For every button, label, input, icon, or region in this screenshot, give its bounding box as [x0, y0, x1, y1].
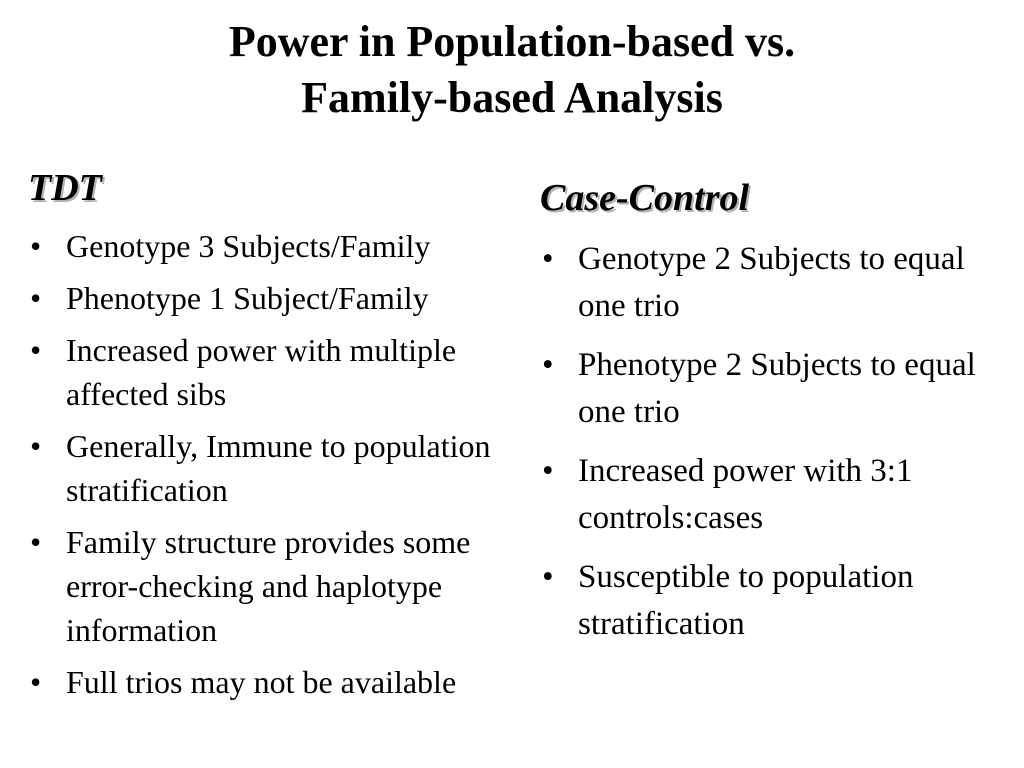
tdt-heading: TDT: [28, 167, 102, 209]
case-control-heading: Case-Control: [540, 177, 750, 219]
list-item: [28, 328, 528, 416]
bullet-text: Increased power with multiple affected sibs: [66, 332, 457, 412]
bullet-icon: •: [30, 280, 42, 316]
bullet-icon: •: [542, 241, 554, 277]
tdt-bullet-list: [28, 224, 528, 712]
bullet-text: Genotype 2 Subjects to equal one trio: [578, 241, 965, 324]
bullet-icon: •: [542, 347, 554, 383]
list-item: [28, 520, 528, 652]
list-item: [540, 236, 1000, 330]
list-item: [540, 554, 1000, 648]
bullet-text: Phenotype 2 Subjects to equal one trio: [578, 347, 976, 430]
bullet-text: Genotype 3 Subjects/Family: [66, 228, 431, 264]
bullet-icon: •: [30, 428, 42, 464]
bullet-text: Susceptible to population stratification: [578, 559, 914, 642]
bullet-icon: •: [542, 559, 554, 595]
case-control-bullet-list: [540, 236, 1000, 660]
bullet-icon: •: [542, 453, 554, 489]
list-item: [28, 660, 528, 704]
list-item: [540, 448, 1000, 542]
bullet-icon: •: [30, 664, 42, 700]
bullet-icon: •: [30, 524, 42, 560]
list-item: [540, 342, 1000, 436]
slide-title: [0, 14, 1024, 126]
list-item: [28, 224, 528, 268]
bullet-icon: •: [30, 228, 42, 264]
list-item: [28, 424, 528, 512]
list-item: [28, 276, 528, 320]
bullet-text: Increased power with 3:1 controls:cases: [578, 453, 913, 536]
bullet-text: Phenotype 1 Subject/Family: [66, 280, 429, 316]
slide-title-line-1: Power in Population-based vs.: [228, 17, 796, 66]
slide-title-line-2: Family-based Analysis: [301, 73, 723, 122]
bullet-icon: •: [30, 332, 42, 368]
bullet-text: Family structure provides some error-checking and haplotype information: [66, 524, 471, 648]
bullet-text: Generally, Immune to population stratification: [66, 428, 491, 508]
bullet-text: Full trios may not be available: [66, 664, 457, 700]
